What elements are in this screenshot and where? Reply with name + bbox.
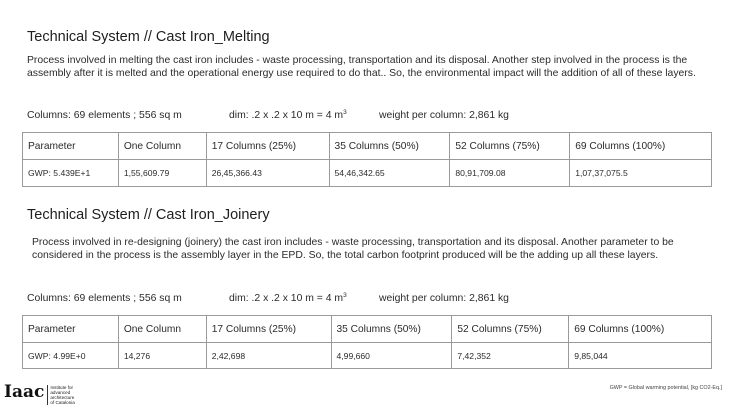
- value-cell: 80,91,709.08: [450, 160, 570, 187]
- header-cell: 69 Columns (100%): [569, 316, 712, 343]
- section-2-dim-info: dim: .2 x .2 x 10 m = 4 $m^3$: [229, 292, 347, 304]
- iaac-logo-mark: Iaac: [4, 382, 45, 402]
- header-cell: 52 Columns (75%): [450, 133, 570, 160]
- section-2-columns-info: Columns: 69 elements ; 556 sq m: [27, 293, 182, 304]
- table-row: [23, 343, 712, 369]
- table-header-row: [23, 316, 712, 343]
- gwp-footnote: GWP = Global warming potential, [kg CO2-Eq.]: [609, 385, 722, 391]
- section-1-weight-info: weight per column: 2,861 kg: [379, 110, 509, 121]
- section-1-table: [22, 132, 712, 187]
- table-header-row: [23, 133, 712, 160]
- logo-text-line: architecture: [50, 395, 75, 400]
- value-cell: 2,42,698: [206, 343, 331, 369]
- table-row: [23, 160, 712, 187]
- value-cell: 4,99,660: [331, 343, 452, 369]
- value-cell: 7,42,352: [452, 343, 569, 369]
- header-cell: One Column: [118, 133, 206, 160]
- header-cell: 69 Columns (100%): [570, 133, 712, 160]
- header-cell: 17 Columns (25%): [206, 316, 331, 343]
- section-2-table: [22, 315, 712, 369]
- section-2-dim-unit-superscript: 3: [343, 292, 347, 299]
- header-cell: Parameter: [23, 133, 119, 160]
- section-1-title: Technical System // Cast Iron_Melting: [27, 29, 270, 45]
- section-2-title: Technical System // Cast Iron_Joinery: [27, 207, 270, 223]
- logo-text-line: Institute for: [50, 385, 74, 390]
- header-cell: 35 Columns (50%): [331, 316, 452, 343]
- section-1-description: Process involved in melting the cast iron includes - waste processing, transportation and its disposal. Another step involved in the process is the assembly after it is melted and the operational energy use required to do that.. So, the environmental impact will the addition of all of these layers.: [27, 55, 696, 79]
- value-cell: 9,85,044: [569, 343, 712, 369]
- value-cell: 54,46,342.65: [329, 160, 450, 187]
- section-1-dim-info: dim: .2 x .2 x 10 m = 4 $m^3$: [229, 109, 347, 121]
- parameter-cell: GWP: 5.439E+1: [23, 160, 119, 187]
- value-cell: 26,45,366.43: [206, 160, 329, 187]
- logo-text-line: advanced: [50, 390, 71, 395]
- value-cell: 14,276: [118, 343, 206, 369]
- parameter-cell: GWP: 4.99E+0: [23, 343, 119, 369]
- header-cell: 17 Columns (25%): [206, 133, 329, 160]
- section-2-description: Process involved in re-designing (joinery) the cast iron includes - waste processing, transportation and its disposal. Another parameter to be considered in the process is the assembly layer in the EPD. So, the total carbon footprint produced will be the adding up all these layers.: [32, 237, 674, 261]
- section-1-dim-unit-superscript: 3: [343, 109, 347, 116]
- iaac-logo: [4, 384, 75, 405]
- header-cell: 35 Columns (50%): [329, 133, 450, 160]
- logo-text-line: of Catalonia: [50, 400, 75, 405]
- header-cell: 52 Columns (75%): [452, 316, 569, 343]
- header-cell: Parameter: [23, 316, 119, 343]
- iaac-logo-text: [47, 385, 75, 405]
- value-cell: 1,55,609.79: [118, 160, 206, 187]
- header-cell: One Column: [118, 316, 206, 343]
- section-1-columns-info: Columns: 69 elements ; 556 sq m: [27, 110, 182, 121]
- section-2-weight-info: weight per column: 2,861 kg: [379, 293, 509, 304]
- value-cell: 1,07,37,075.5: [570, 160, 712, 187]
